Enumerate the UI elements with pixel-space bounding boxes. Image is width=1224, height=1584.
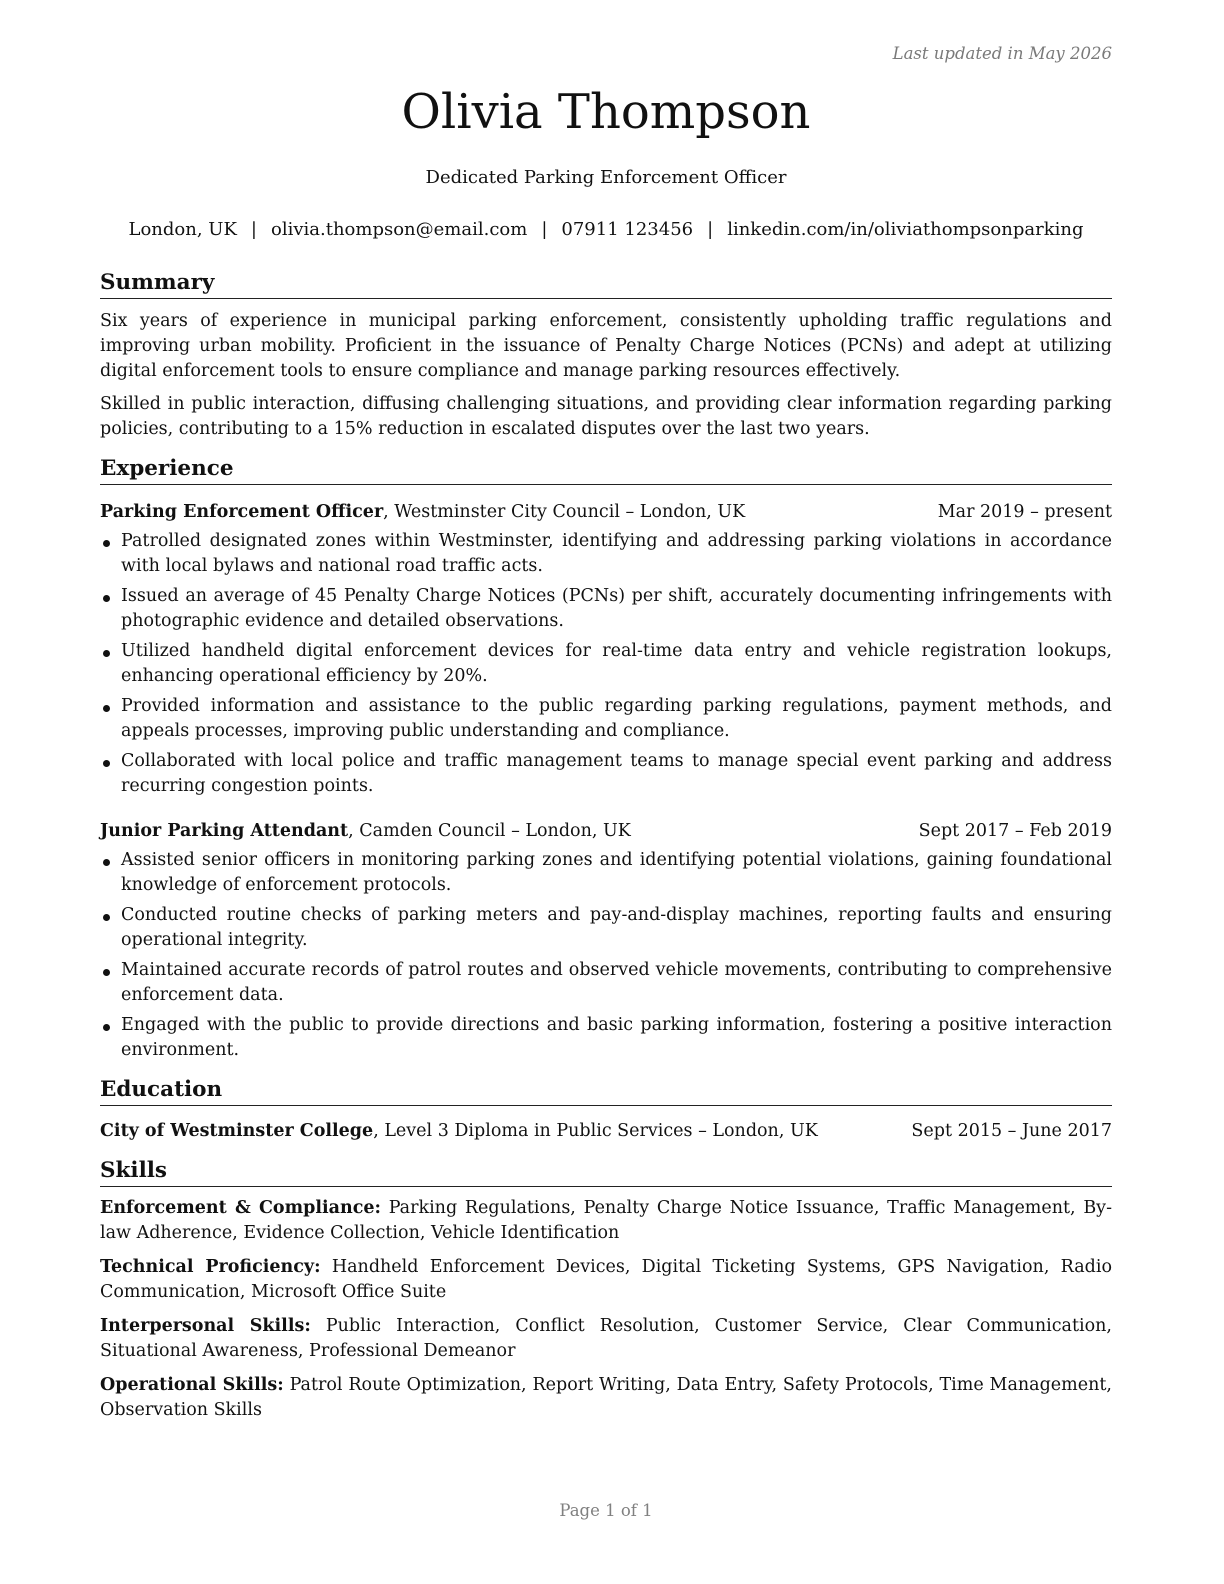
- list-item: [100, 529, 1112, 579]
- job-title-line: [100, 500, 745, 525]
- job-organization: , Westminster City Council – London, UK: [383, 501, 746, 522]
- skill-group-items: Public Interaction, Conflict Resolution, Customer Service, Clear Communication, Situational Awareness, Professional Demeanor: [100, 1315, 1112, 1361]
- contact-phone[interactable]: 07911 123456: [561, 219, 694, 240]
- list-item: [100, 958, 1112, 1008]
- bullet-text: Assisted senior officers in monitoring parking zones and identifying potential violations, gaining foundational knowledge of enforcement protocols.: [121, 849, 1112, 895]
- skill-group-label: Operational Skills:: [100, 1374, 284, 1395]
- job-dates: Sept 2017 – Feb 2019: [918, 820, 1112, 841]
- summary-section: [100, 270, 1112, 442]
- skill-group-label: Technical Proficiency:: [100, 1256, 321, 1277]
- skill-group: [100, 1314, 1112, 1364]
- summary-paragraph: Six years of experience in municipal parking enforcement, consistently upholding traffic regulations and improving urban mobility. Proficient in the issuance of Penalty Charge Notices (PCNs) and adept at utilizing digital enforcement tools to ensure compliance and manage parking resources effectively.: [100, 310, 1112, 381]
- contact-separator: |: [250, 219, 257, 240]
- section-title-experience: Experience: [100, 456, 1112, 485]
- bullet-icon: [103, 969, 110, 976]
- last-updated-note: Last updated in May 2026: [892, 44, 1112, 63]
- resume-content: [100, 270, 1112, 1423]
- skill-group-items: Handheld Enforcement Devices, Digital Ticketing Systems, GPS Navigation, Radio Communication, Microsoft Office Suite: [100, 1256, 1112, 1302]
- education-school: City of Westminster College: [100, 1120, 374, 1141]
- contact-line: [100, 219, 1112, 240]
- bullet-text: Utilized handheld digital enforcement devices for real-time data entry and vehicle registration lookups, enhancing operational efficiency by 20%.: [121, 640, 1112, 686]
- bullet-icon: [103, 705, 110, 712]
- contact-location: London, UK: [128, 219, 237, 240]
- bullet-text: Conducted routine checks of parking meters and pay-and-display machines, reporting faults and ensuring operational integrity.: [121, 904, 1112, 950]
- bullet-icon: [103, 540, 110, 547]
- job-title-line: [100, 819, 631, 844]
- skill-group: [100, 1196, 1112, 1246]
- education-entry: [100, 1119, 1112, 1144]
- skill-group: [100, 1373, 1112, 1423]
- bullet-icon: [103, 760, 110, 767]
- list-item: [100, 694, 1112, 744]
- bullet-icon: [103, 859, 110, 866]
- skill-group: [100, 1255, 1112, 1305]
- bullet-icon: [103, 595, 110, 602]
- job-role: Junior Parking Attendant: [100, 820, 349, 841]
- job-header: [100, 819, 1112, 844]
- section-title-summary: Summary: [100, 270, 1112, 299]
- list-item: [100, 1013, 1112, 1063]
- job-header: [100, 500, 1112, 525]
- job-entry: [100, 500, 1112, 799]
- job-bullets: [100, 848, 1112, 1063]
- contact-separator: |: [541, 219, 548, 240]
- bullet-text: Collaborated with local police and traffic management teams to manage special event parking and address recurring congestion points.: [121, 750, 1112, 796]
- candidate-headline: Dedicated Parking Enforcement Officer: [425, 167, 787, 188]
- job-dates: Mar 2019 – present: [937, 501, 1112, 522]
- contact-separator: |: [707, 219, 714, 240]
- list-item: [100, 639, 1112, 689]
- list-item: [100, 903, 1112, 953]
- page-footer: Page 1 of 1: [559, 1501, 653, 1520]
- list-item: [100, 848, 1112, 898]
- skills-section: [100, 1158, 1112, 1423]
- job-bullets: [100, 529, 1112, 799]
- job-role: Parking Enforcement Officer: [100, 501, 384, 522]
- skill-group-label: Enforcement & Compliance:: [100, 1197, 381, 1218]
- skill-group-label: Interpersonal Skills:: [100, 1315, 311, 1336]
- bullet-text: Engaged with the public to provide directions and basic parking information, fostering a positive interaction environment.: [121, 1014, 1112, 1060]
- skill-group-items: Parking Regulations, Penalty Charge Notice Issuance, Traffic Management, By-law Adherence, Evidence Collection, Vehicle Identification: [100, 1197, 1112, 1243]
- education-dates: Sept 2015 – June 2017: [911, 1120, 1112, 1141]
- bullet-icon: [103, 914, 110, 921]
- bullet-icon: [103, 650, 110, 657]
- candidate-name: Olivia Thompson: [401, 84, 811, 140]
- job-entry: [100, 819, 1112, 1063]
- contact-linkedin[interactable]: linkedin.com/in/oliviathompsonparking: [727, 219, 1084, 240]
- job-organization: , Camden Council – London, UK: [348, 820, 631, 841]
- list-item: [100, 749, 1112, 799]
- education-section: [100, 1077, 1112, 1144]
- education-detail: , Level 3 Diploma in Public Services – London, UK: [373, 1120, 818, 1141]
- summary-paragraph: Skilled in public interaction, diffusing challenging situations, and providing clear information regarding parking policies, contributing to a 15% reduction in escalated disputes over the last two years.: [100, 393, 1112, 439]
- list-item: [100, 584, 1112, 634]
- bullet-text: Maintained accurate records of patrol routes and observed vehicle movements, contributing to comprehensive enforcement data.: [121, 959, 1112, 1005]
- section-title-education: Education: [100, 1077, 1112, 1106]
- experience-section: [100, 456, 1112, 1063]
- education-title-line: [100, 1119, 818, 1144]
- resume-page: [100, 0, 1112, 1584]
- bullet-text: Patrolled designated zones within Westminster, identifying and addressing parking violations in accordance with local bylaws and national road traffic acts.: [121, 530, 1112, 576]
- section-title-skills: Skills: [100, 1158, 1112, 1187]
- bullet-icon: [103, 1024, 110, 1031]
- bullet-text: Provided information and assistance to the public regarding parking regulations, payment methods, and appeals processes, improving public understanding and compliance.: [121, 695, 1112, 741]
- bullet-text: Issued an average of 45 Penalty Charge Notices (PCNs) per shift, accurately documenting infringements with photographic evidence and detailed observations.: [121, 585, 1112, 631]
- skill-group-items: Patrol Route Optimization, Report Writing, Data Entry, Safety Protocols, Time Management, Observation Skills: [100, 1374, 1112, 1420]
- contact-email[interactable]: olivia.thompson@email.com: [271, 219, 528, 240]
